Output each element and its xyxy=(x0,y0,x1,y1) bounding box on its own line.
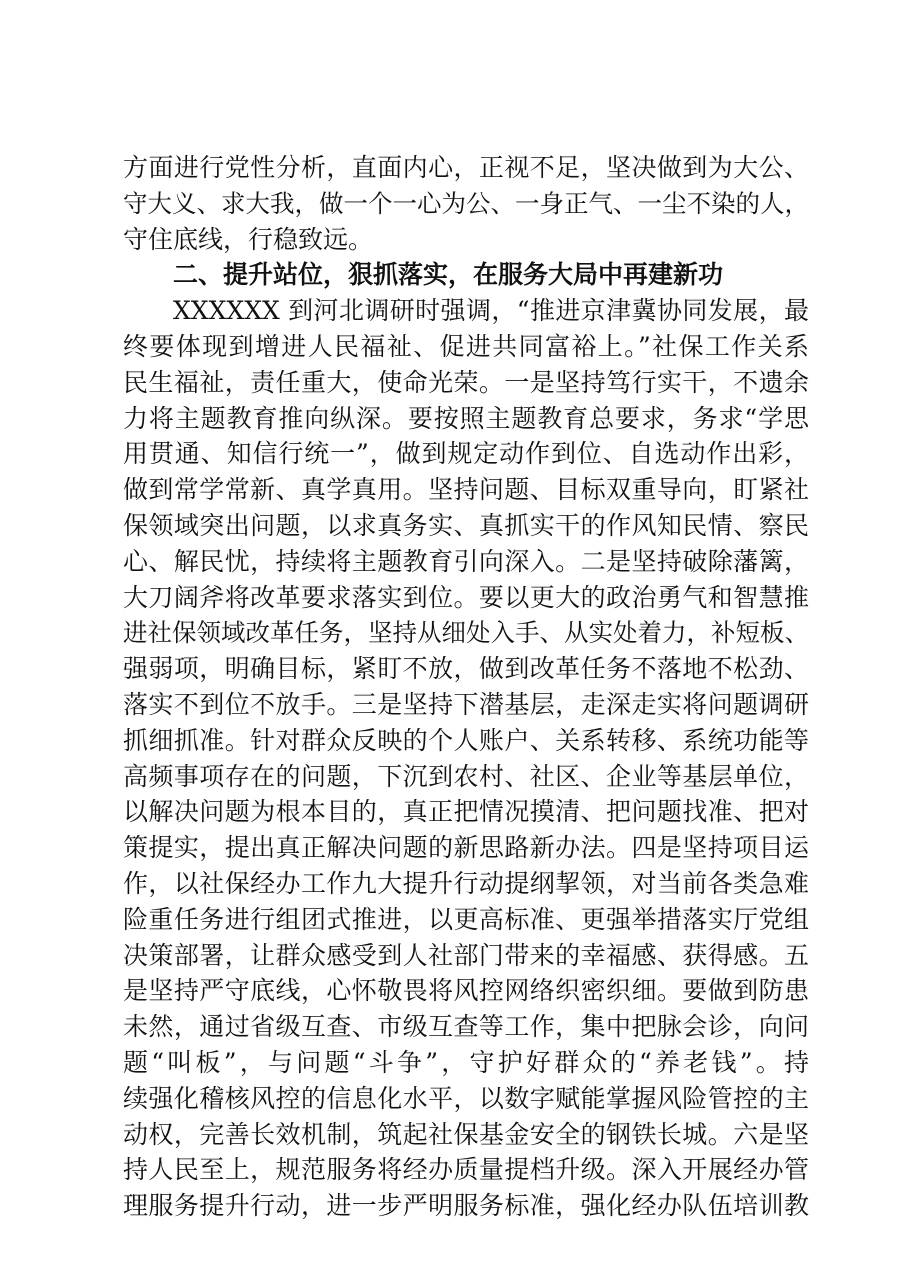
paragraph-line: 是坚持严守底线，心怀敬畏将风控网络织密织细。要做到防患 xyxy=(123,976,809,1006)
document-page xyxy=(123,150,809,1224)
section-heading: 二、提升站位，狠抓落实，在服务大局中再建新功 xyxy=(173,260,724,290)
paragraph-line: 守住底线，行稳致远。 xyxy=(123,224,374,254)
paragraph-line: 保领域突出问题，以求真务实、真抓实干的作风知民情、察民 xyxy=(123,510,809,540)
paragraph-line: 持人民至上，规范服务将经办质量提档升级。深入开展经办管 xyxy=(123,1155,809,1185)
paragraph-line: 做到常学常新、真学真用。坚持问题、目标双重导向，盯紧社 xyxy=(123,475,809,505)
paragraph-line: 守大义、求大我，做一个一心为公、一身正气、一尘不染的人， xyxy=(123,188,809,218)
paragraph-line: 续强化稽核风控的信息化水平，以数字赋能掌握风险管控的主 xyxy=(123,1083,809,1113)
paragraph-line: 方面进行党性分析，直面内心，正视不足，坚决做到为大公、 xyxy=(123,153,809,182)
paragraph-line: 策提实，提出真正解决问题的新思路新办法。四是坚持项目运 xyxy=(123,833,809,863)
paragraph-line: 高频事项存在的问题，下沉到农村、社区、企业等基层单位， xyxy=(123,761,809,791)
paragraph-line: 理服务提升行动，进一步严明服务标准，强化经办队伍培训教 xyxy=(123,1191,809,1221)
paragraph-line: 作，以社保经办工作九大提升行动提纲挈领，对当前各类急难 xyxy=(123,868,809,898)
paragraph-line: 终要体现到增进人民福祉、促进共同富裕上。”社保工作关系 xyxy=(123,331,809,361)
paragraph-line: 心、解民忧，持续将主题教育引向深入。二是坚持破除藩篱， xyxy=(123,546,809,576)
paragraph-line: 民生福祉，责任重大，使命光荣。一是坚持笃行实干，不遗余 xyxy=(123,367,809,397)
paragraph-line: 强弱项，明确目标，紧盯不放，做到改革任务不落地不松劲、 xyxy=(123,654,809,684)
paragraph-line: 险重任务进行组团式推进，以更高标准、更强举措落实厅党组 xyxy=(123,904,809,934)
paragraph-line: 动权，完善长效机制，筑起社保基金安全的钢铁长城。六是坚 xyxy=(123,1119,809,1149)
paragraph-line: 抓细抓准。针对群众反映的个人账户、关系转移、系统功能等 xyxy=(123,725,809,755)
paragraph-line: 题“叫板”，与问题“斗争”，守护好群众的“养老钱”。持 xyxy=(123,1047,809,1077)
paragraph-line: 用贯通、知信行统一”，做到规定动作到位、自选动作出彩， xyxy=(123,439,809,469)
paragraph-line: 落实不到位不放手。三是坚持下潜基层，走深走实将问题调研 xyxy=(123,689,809,719)
paragraph-line: 进社保领域改革任务，坚持从细处入手、从实处着力，补短板、 xyxy=(123,618,809,648)
paragraph-line: 大刀阔斧将改革要求落实到位。要以更大的政治勇气和智慧推 xyxy=(123,582,809,612)
paragraph-line: 力将主题教育推向纵深。要按照主题教育总要求，务求“学思 xyxy=(123,403,809,433)
paragraph-line: XXXXXX 到河北调研时强调，“推进京津冀协同发展，最 xyxy=(173,296,809,326)
paragraph-line: 以解决问题为根本目的，真正把情况摸清、把问题找准、把对 xyxy=(123,797,809,827)
paragraph-line: 决策部署，让群众感受到人社部门带来的幸福感、获得感。五 xyxy=(123,940,809,970)
paragraph-line: 未然，通过省级互查、市级互查等工作，集中把脉会诊，向问 xyxy=(123,1012,809,1042)
